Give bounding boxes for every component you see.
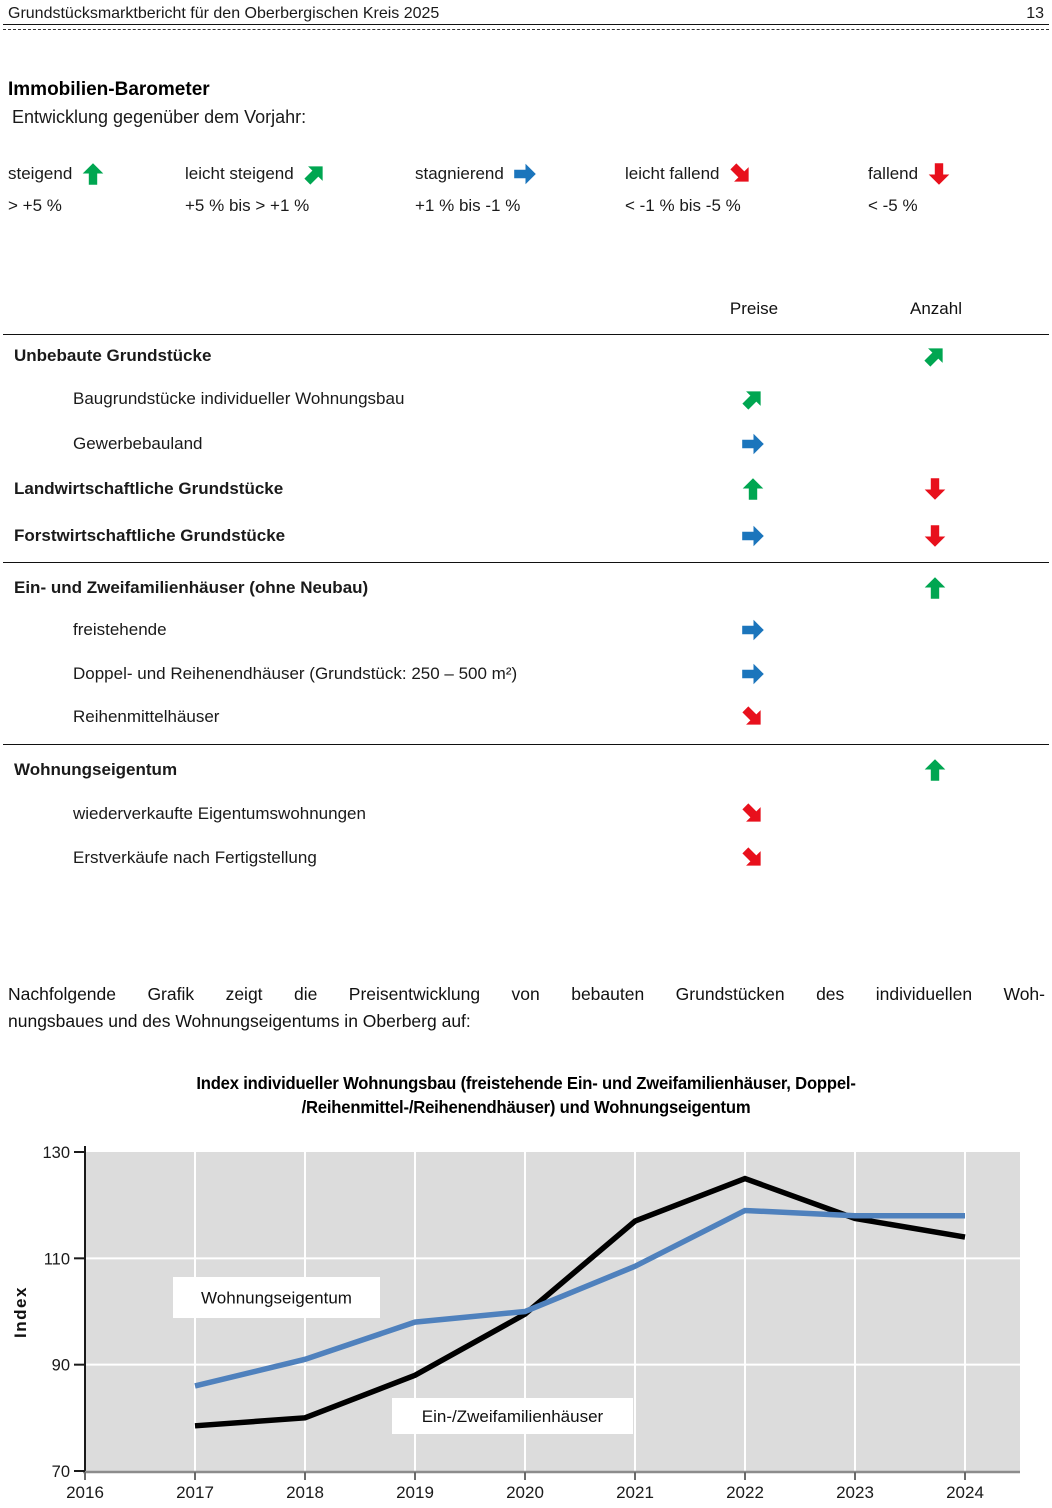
series-label-text: Ein-/Zweifamilienhäuser bbox=[421, 1407, 604, 1426]
y-tick-label: 70 bbox=[51, 1463, 70, 1481]
legend-item-text: stagnierend bbox=[415, 164, 504, 183]
page-number: 13 bbox=[1026, 5, 1044, 22]
trend-arrow-right-icon bbox=[513, 162, 537, 186]
trend-arrow-se-icon-preise bbox=[741, 802, 765, 826]
series-label-text: Wohnungseigentum bbox=[201, 1288, 352, 1308]
trend-arrow-right-icon-preise bbox=[741, 662, 765, 686]
x-tick-label: 2024 bbox=[946, 1483, 984, 1502]
index-line-chart bbox=[0, 1140, 1052, 1508]
legend-item-label bbox=[185, 161, 327, 187]
trend-arrow-down-icon-anzahl bbox=[923, 477, 947, 501]
paragraph-line-2: nungsbaues und des Wohnungseigentums in Oberberg auf: bbox=[8, 1011, 471, 1031]
legend-item-range: < -1 % bis -5 % bbox=[625, 196, 741, 215]
header-rule-dashed bbox=[3, 29, 1049, 30]
x-tick-label: 2020 bbox=[506, 1483, 544, 1502]
chart-title bbox=[26, 1072, 1025, 1119]
trend-arrow-ne-icon-preise bbox=[741, 387, 765, 411]
chart-title-line-1: Index individueller Wohnungsbau (freistehende Ein- und Zweifamilienhäuser, Doppel- bbox=[196, 1073, 856, 1093]
table-rule-1 bbox=[3, 334, 1049, 335]
table-row-label: Ein- und Zweifamilienhäuser (ohne Neubau) bbox=[14, 578, 369, 597]
table-rule-2 bbox=[3, 562, 1049, 563]
table-row-label: Reihenmittelhäuser bbox=[73, 707, 220, 726]
trend-arrow-ne-icon bbox=[303, 162, 327, 186]
legend-item-text: leicht fallend bbox=[625, 164, 720, 183]
table-row-label: Forstwirtschaftliche Grundstücke bbox=[14, 526, 286, 545]
column-header-anzahl: Anzahl bbox=[910, 299, 962, 318]
legend-item-text: leicht steigend bbox=[185, 164, 294, 183]
x-tick-label: 2022 bbox=[726, 1483, 764, 1502]
table-row-label: Doppel- und Reihenendhäuser (Grundstück: 250 – 500 m²) bbox=[73, 664, 518, 683]
y-tick-label: 130 bbox=[42, 1144, 70, 1162]
trend-arrow-right-icon-preise bbox=[741, 524, 765, 548]
report-header-title: Grundstücksmarktbericht für den Oberbergischen Kreis 2025 bbox=[8, 5, 440, 22]
trend-arrow-up-icon-preise bbox=[741, 477, 765, 501]
x-tick-label: 2019 bbox=[396, 1483, 434, 1502]
x-tick-label: 2017 bbox=[176, 1483, 214, 1502]
legend-item-label bbox=[8, 161, 105, 187]
table-row-label: Wohnungseigentum bbox=[14, 760, 178, 779]
legend-item-range: > +5 % bbox=[8, 196, 62, 215]
trend-arrow-ne-icon-anzahl bbox=[923, 344, 947, 368]
trend-arrow-se-icon-preise bbox=[741, 705, 765, 729]
trend-arrow-right-icon-preise bbox=[741, 618, 765, 642]
table-row-label: Erstverkäufe nach Fertigstellung bbox=[73, 848, 317, 867]
legend-item-label bbox=[868, 161, 951, 187]
legend-item-label bbox=[625, 161, 753, 187]
barometer-title: Immobilien-Barometer bbox=[8, 79, 210, 100]
trend-arrow-se-icon bbox=[729, 162, 753, 186]
trend-arrow-se-icon-preise bbox=[741, 846, 765, 870]
y-axis-title: Index bbox=[11, 1286, 30, 1338]
y-tick-label: 110 bbox=[43, 1250, 70, 1269]
table-row-label: Baugrundstücke individueller Wohnungsbau bbox=[73, 389, 405, 408]
x-tick-label: 2018 bbox=[286, 1483, 324, 1502]
x-tick-label: 2021 bbox=[616, 1483, 654, 1502]
chart-intro-paragraph bbox=[8, 981, 1045, 1035]
legend-item-text: fallend bbox=[868, 164, 919, 183]
trend-arrow-up-icon-anzahl bbox=[923, 576, 947, 600]
table-row-label: wiederverkaufte Eigentumswohnungen bbox=[73, 804, 366, 823]
table-rule-3 bbox=[3, 744, 1049, 745]
trend-arrow-up-icon-anzahl bbox=[923, 758, 947, 782]
trend-arrow-down-icon bbox=[927, 162, 951, 186]
legend-item-range: +5 % bis > +1 % bbox=[185, 196, 310, 215]
x-tick-label: 2023 bbox=[836, 1483, 874, 1502]
legend-item-label bbox=[415, 161, 537, 187]
y-tick-label: 90 bbox=[51, 1356, 70, 1375]
barometer-subtitle: Entwicklung gegenüber dem Vorjahr: bbox=[12, 107, 307, 127]
legend-item-text: steigend bbox=[8, 164, 73, 183]
table-row-label: Unbebaute Grundstücke bbox=[14, 346, 212, 365]
legend-item-range: < -5 % bbox=[868, 196, 918, 215]
header-rule-solid bbox=[3, 24, 1049, 25]
x-tick-label: 2016 bbox=[66, 1483, 104, 1502]
trend-arrow-up-icon bbox=[81, 162, 105, 186]
trend-arrow-down-icon-anzahl bbox=[923, 524, 947, 548]
legend-item-range: +1 % bis -1 % bbox=[415, 196, 521, 215]
column-header-preise: Preise bbox=[729, 299, 779, 318]
table-row-label: freistehende bbox=[73, 620, 167, 639]
trend-arrow-right-icon-preise bbox=[741, 432, 765, 456]
paragraph-line-1: Nachfolgende Grafik zeigt die Preisentwicklung von bebauten Grundstücken des individuellen Woh- bbox=[8, 984, 1045, 1004]
table-row-label: Landwirtschaftliche Grundstücke bbox=[14, 479, 284, 498]
chart-title-line-2: /Reihenmittel-/Reihenendhäuser) und Wohnungseigentum bbox=[301, 1096, 751, 1117]
table-row-label: Gewerbebauland bbox=[73, 434, 203, 453]
